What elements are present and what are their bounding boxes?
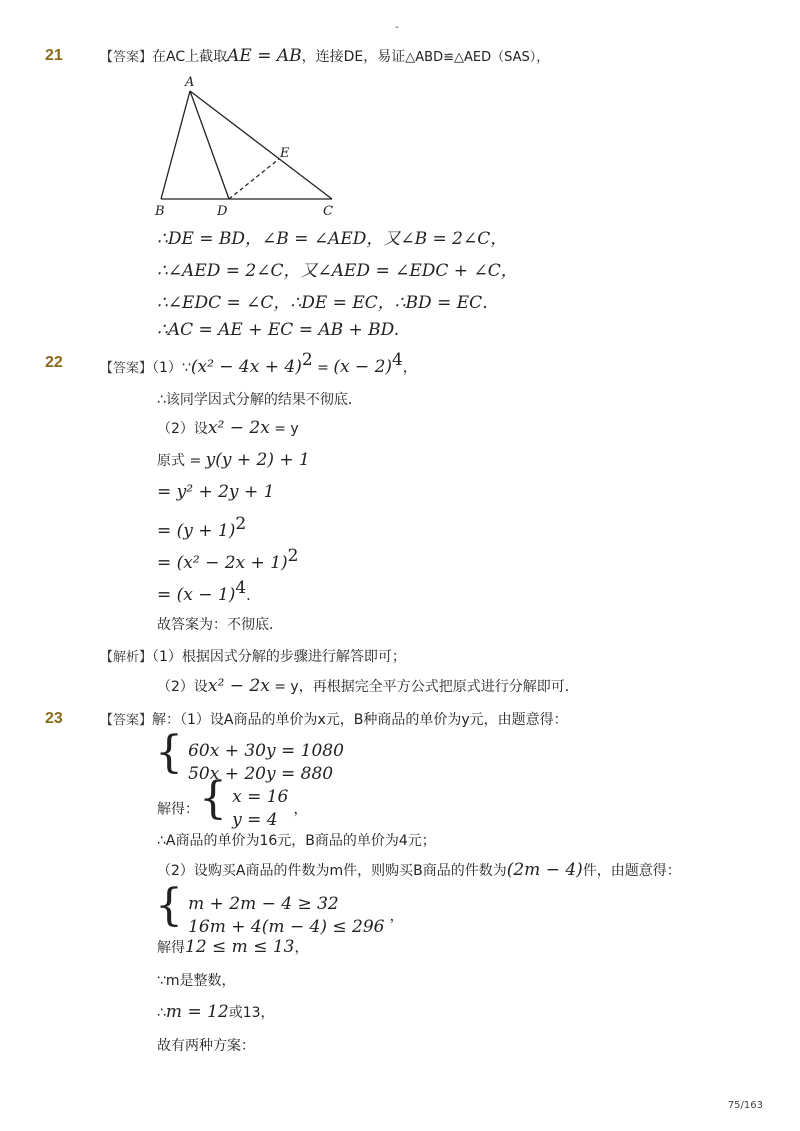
label-d: D [217,204,228,219]
q22-part2-substitution: （2）设x² − 2x = y [157,418,299,438]
q21-step-2: ∴∠AED = 2∠C，又∠AED = ∠EDC + ∠C， [157,261,518,281]
q22-answer-line: 故答案为：不彻底． [157,617,283,633]
q21-intro: 【答案】在AC上截取AE = AB，连接DE，易证△ABD≌△AED（SAS）， [100,46,550,66]
q23-price-line: ∴A商品的单价为16元，B商品的单价为4元； [157,833,436,849]
q23-system-1: { 60x + 30y = 1080 50x + 20y = 880 [155,727,344,784]
label-e: E [280,146,290,161]
label-a: A [185,75,195,90]
analysis-tag: 【解析】 [100,650,153,665]
left-brace: { [199,773,227,824]
q22-line-a: = y² + 2y + 1 [157,482,275,502]
q23-solution-1: 解得：{ x = 16 y = 4 ， [157,773,308,830]
top-marker: - [395,20,399,33]
answer-tag: 【答案】 [100,713,153,728]
q22-conclusion-1: ∴该同学因式分解的结果不彻底． [157,392,362,408]
q21-step-1: ∴DE = BD，∠B = ∠AED，又∠B = 2∠C， [157,229,508,249]
answer-tag: 【答案】 [100,50,153,65]
q23-plans-line: 故有两种方案： [157,1038,255,1054]
page-number: 75/163 [727,1100,763,1111]
label-b: B [155,204,165,219]
q21-step-4: ∴AC = AE + EC = AB + BD. [157,320,400,340]
left-brace: { [155,880,183,931]
q23-system-2: { m + 2m − 4 ≥ 32 16m + 4(m − 4) ≤ 296 ， [155,880,404,937]
q22-part1: 【答案】（1）∵(x² − $4x + 4)^2 = (x - 2)^4$， [100,350,417,377]
q22-analysis-1: 【解析】（1）根据因式分解的步骤进行解答即可； [100,649,406,665]
q22-line-c: = $(x^2 - 2x + 1)^2$ [157,546,299,573]
label-c: C [323,204,333,219]
q22-line-d: = $(x - 1)^4$． [157,578,261,605]
question-number-23: 23 [45,710,63,727]
question-number-21: 21 [45,47,63,64]
question-number-22: 22 [45,354,63,371]
q23-part2: （2）设购买A商品的件数为m件，则购买B商品的件数为(2m − 4)件，由题意得： [157,860,681,880]
q23-m-values: ∴m = 12或13， [157,1002,275,1022]
q23-intro: 【答案】解：（1）设A商品的单价为x元，B种商品的单价为y元，由题意得： [100,712,568,728]
q21-step-3: ∴∠EDC = ∠C，∴DE = EC，∴BD = EC． [157,293,500,313]
left-brace: { [155,727,183,778]
q23-solve-2: 解得12 ≤ m ≤ 13， [157,937,309,957]
q22-line-original: 原式 = y(y + 2) + 1 [157,450,310,470]
q22-analysis-2: （2）设x² − 2x = y，再根据完全平方公式把原式进行分解即可． [157,676,579,696]
q23-integer-line: ∵m是整数， [157,973,236,989]
answer-tag: 【答案】 [100,361,153,376]
triangle-figure [150,74,350,224]
q22-line-b: = $(y + 1)^2$ [157,514,247,541]
